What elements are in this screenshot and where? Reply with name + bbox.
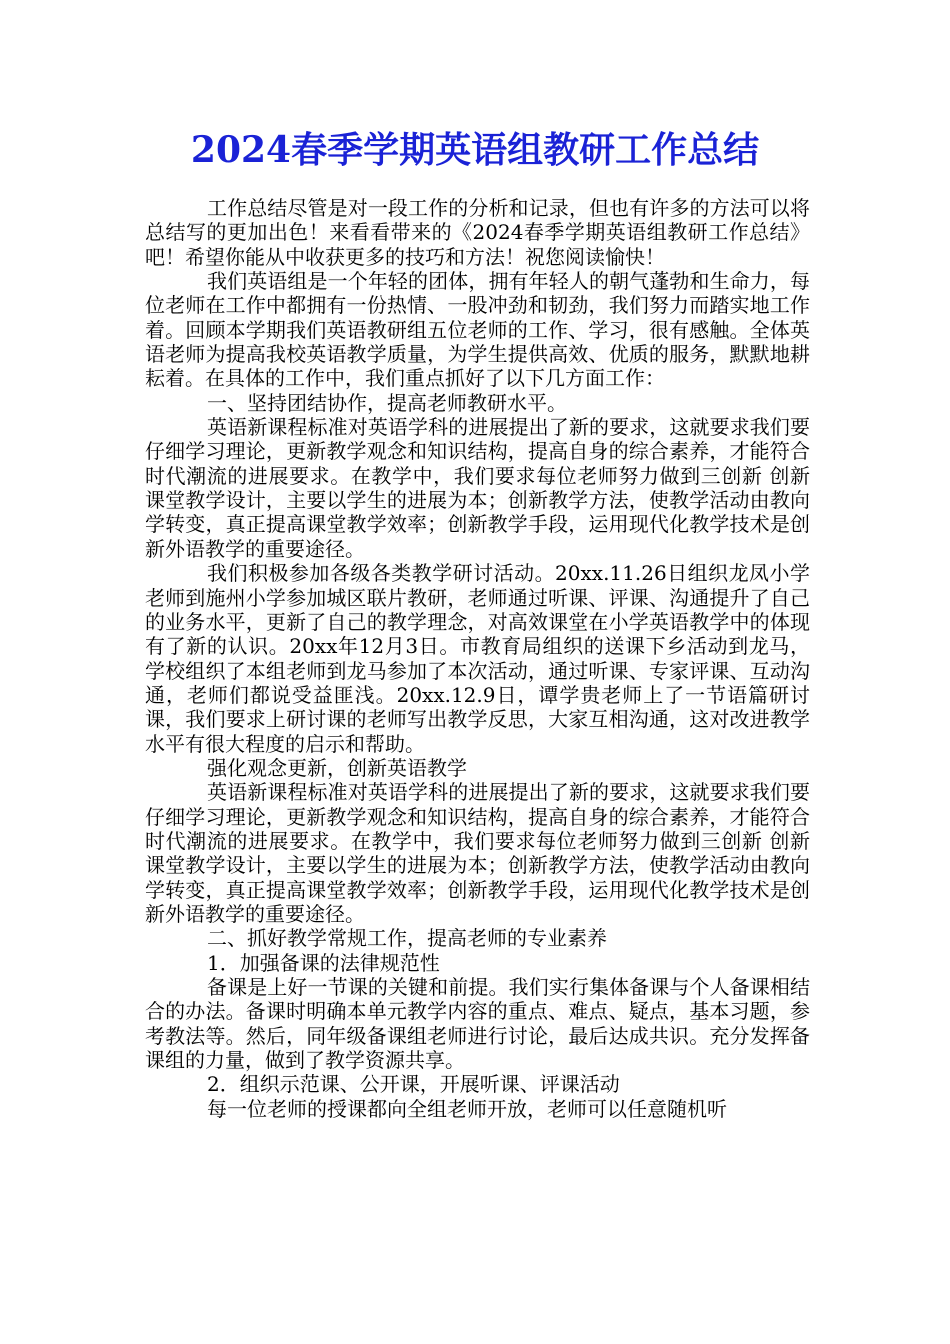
subheading-demo-lessons: 2．组织示范课、公开课，开展听课、评课活动 bbox=[207, 1072, 620, 1097]
paragraph-curriculum-standard: 英语新课程标准对英语学科的进展提出了新的要求，这就要求我们要仔细学习理论，更新教学观念和知识结构，提高自身的综合素养，才能符合时代潮流的进展要求。在教学中，我们要求每位老师努力做到三创新 创新课堂教学设计，主要以学生的进展为本；创新教学方法，使教学活动由教向学转变，真正提高课堂教学效率；创新教学手段，运用现代化教学技术是创新外语教学的重要途径。 bbox=[145, 415, 810, 561]
paragraph-open-classes: 每一位老师的授课都向全组老师开放，老师可以任意随机听 bbox=[207, 1096, 727, 1121]
paragraph-curriculum-standard-repeat: 英语新课程标准对英语学科的进展提出了新的要求，这就要求我们要仔细学习理论，更新教学观念和知识结构，提高自身的综合素养，才能符合时代潮流的进展要求。在教学中，我们要求每位老师努力做到三创新 创新课堂教学设计，主要以学生的进展为本；创新教学方法，使教学活动由教向学转变，真正提高课堂教学效率；创新教学手段，运用现代化教学技术是创新外语教学的重要途径。 bbox=[145, 780, 810, 926]
paragraph-teaching-seminars: 我们积极参加各级各类教学研讨活动。20xx.11.26日组织龙凤小学老师到施州小学参加城区联片教研，老师通过听课、评课、沟通提升了自己的业务水平，更新了自己的教学理念，对高效课堂在小学英语教学中的体现有了新的认识。20xx年12月3日。市教育局组织的送课下乡活动到龙马，学校组织了本组老师到龙马参加了本次活动，通过听课、专家评课、互动沟通，老师们都说受益匪浅。20xx.12.9日，谭学贵老师上了一节语篇研讨课，我们要求上研讨课的老师写出教学反思，大家互相沟通，这对改进教学水平有很大程度的启示和帮助。 bbox=[145, 561, 810, 756]
subheading-lesson-prep: 1．加强备课的法律规范性 bbox=[207, 950, 440, 975]
section-heading-2: 二、抓好教学常规工作，提高老师的专业素养 bbox=[207, 926, 607, 951]
subheading-concept-update: 强化观念更新，创新英语教学 bbox=[207, 755, 467, 780]
paragraph-lesson-prep: 备课是上好一节课的关键和前提。我们实行集体备课与个人备课相结合的办法。备课时明确本单元教学内容的重点、难点、疑点，基本习题，参考教法等。然后，同年级备课组老师进行讨论，最后达成共识。充分发挥备课组的力量，做到了教学资源共享。 bbox=[145, 975, 810, 1073]
paragraph-group-overview: 我们英语组是一个年轻的团体，拥有年轻人的朝气蓬勃和生命力，每位老师在工作中都拥有一份热情、一股冲劲和韧劲，我们努力而踏实地工作着。回顾本学期我们英语教研组五位老师的工作、学习，很有感触。全体英语老师为提高我校英语教学质量，为学生提供高效、优质的服务，默默地耕耘着。在具体的工作中，我们重点抓好了以下几方面工作： bbox=[145, 269, 810, 391]
paragraph-intro: 工作总结尽管是对一段工作的分析和记录，但也有许多的方法可以将总结写的更加出色！来看看带来的《2024春季学期英语组教研工作总结》吧！希望你能从中收获更多的技巧和方法！祝您阅读愉快！ bbox=[145, 196, 810, 269]
document-title: 2024春季学期英语组教研工作总结 bbox=[190, 129, 760, 171]
document-body bbox=[145, 196, 810, 1121]
section-heading-1: 一、坚持团结协作，提高老师教研水平。 bbox=[207, 390, 567, 415]
